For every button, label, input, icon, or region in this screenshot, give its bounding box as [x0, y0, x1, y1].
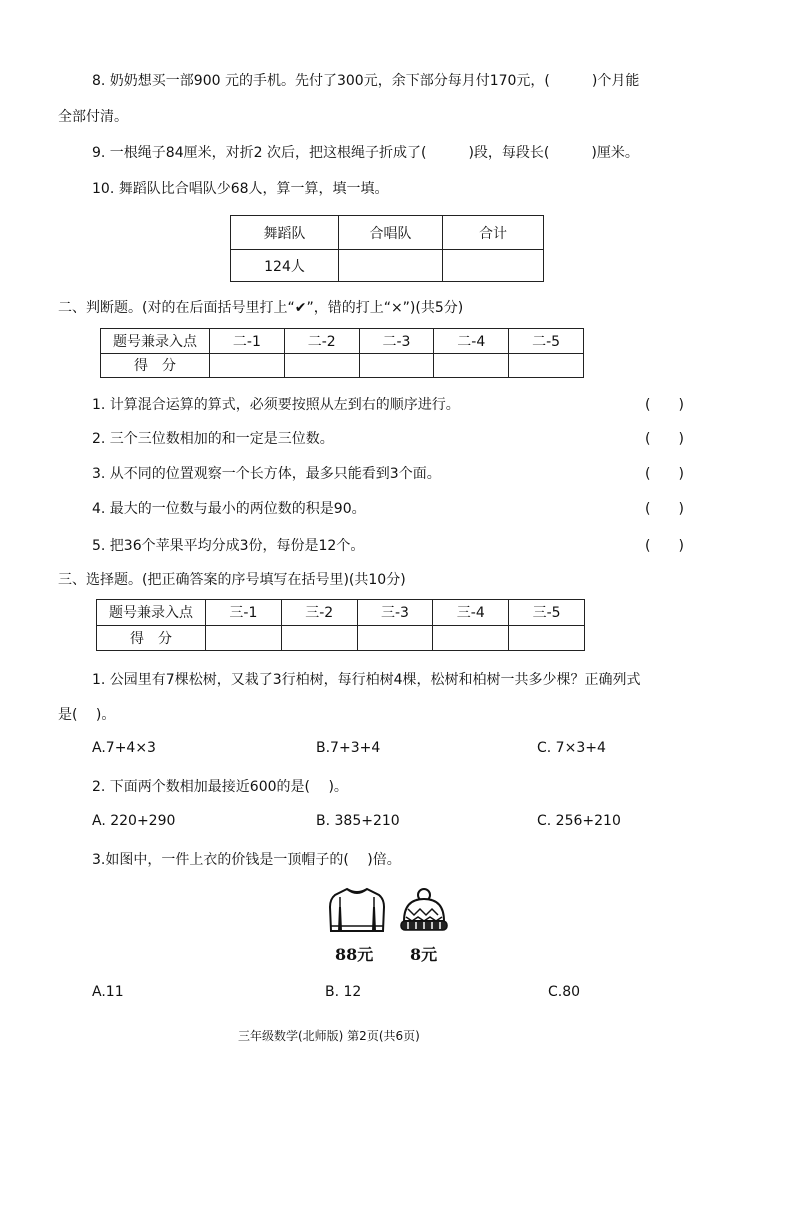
judge-answer-paren[interactable]: ( ) — [645, 431, 684, 447]
choice-q2: 2. 下面两个数相加最接近600的是( )。 — [92, 779, 348, 795]
page-footer: 三年级数学(北师版) 第2页(共6页) — [238, 1029, 420, 1043]
judge-answer-paren[interactable]: ( ) — [645, 466, 684, 482]
q10-table — [230, 215, 544, 282]
choice-score-label: 得 分 — [97, 625, 206, 651]
choice-score-cell[interactable] — [357, 625, 433, 651]
q10-header-total: 合计 — [443, 216, 544, 250]
choice-score-cell[interactable] — [433, 625, 509, 651]
choice-q1-line2: 是( )。 — [58, 707, 116, 723]
choice-score-header-label: 题号兼录入点 — [97, 600, 206, 626]
choice-score-item: 三-2 — [281, 600, 357, 626]
judge-score-header-label: 题号兼录入点 — [101, 329, 210, 354]
q10: 10. 舞蹈队比合唱队少68人，算一算，填一填。 — [92, 181, 389, 197]
judge-score-cell[interactable] — [434, 353, 509, 378]
choice-q3-option-a[interactable]: A.11 — [92, 984, 124, 1000]
judge-question-1: 1. 计算混合运算的算式，必须要按照从左到右的顺序进行。 — [92, 397, 460, 413]
judge-score-table — [100, 328, 584, 378]
q10-cell-choir[interactable] — [339, 250, 443, 282]
judge-score-item: 二-2 — [284, 329, 359, 354]
judge-question-2: 2. 三个三位数相加的和一定是三位数。 — [92, 431, 334, 447]
choice-score-item: 三-3 — [357, 600, 433, 626]
choice-q1-line1: 1. 公园里有7棵松树，又栽了3行柏树，每行柏树4棵，松树和柏树一共多少棵？正确列式 — [92, 672, 641, 688]
judge-score-item: 二-1 — [210, 329, 285, 354]
choice-score-item: 三-4 — [433, 600, 509, 626]
choice-q3-option-c[interactable]: C.80 — [548, 984, 581, 1000]
choice-q3: 3.如图中，一件上衣的价钱是一顶帽子的( )倍。 — [92, 852, 401, 868]
judge-answer-paren[interactable]: ( ) — [645, 397, 684, 413]
sweater-price: 88元 — [335, 945, 374, 964]
judge-answer-paren[interactable]: ( ) — [645, 501, 684, 517]
judge-score-cell[interactable] — [509, 353, 584, 378]
choice-score-item: 三-5 — [509, 600, 585, 626]
choice-q1-option-c[interactable]: C. 7×3+4 — [537, 740, 606, 756]
judge-score-cell[interactable] — [284, 353, 359, 378]
judge-question-4: 4. 最大的一位数与最小的两位数的积是90。 — [92, 501, 366, 517]
judge-heading: 二、判断题。(对的在后面括号里打上“✔”，错的打上“×”)(共5分) — [58, 300, 464, 316]
choice-score-table — [96, 599, 585, 651]
q8-line2: 全部付清。 — [58, 109, 128, 125]
judge-score-item: 二-3 — [359, 329, 434, 354]
q10-header-dance: 舞蹈队 — [231, 216, 339, 250]
choice-score-cell[interactable] — [509, 625, 585, 651]
judge-question-3: 3. 从不同的位置观察一个长方体，最多只能看到3个面。 — [92, 466, 441, 482]
choice-q1-option-a[interactable]: A.7+4×3 — [92, 740, 156, 756]
q9: 9. 一根绳子84厘米，对折2 次后，把这根绳子折成了( )段，每段长( )厘米。 — [92, 145, 639, 161]
judge-score-item: 二-5 — [509, 329, 584, 354]
choice-q1-option-b[interactable]: B.7+3+4 — [316, 740, 381, 756]
choice-q2-option-b[interactable]: B. 385+210 — [316, 813, 400, 829]
q10-cell-dance: 124人 — [231, 250, 339, 282]
q10-cell-total[interactable] — [443, 250, 544, 282]
q10-header-choir: 合唱队 — [339, 216, 443, 250]
judge-score-item: 二-4 — [434, 329, 509, 354]
choice-score-cell[interactable] — [281, 625, 357, 651]
judge-question-5: 5. 把36个苹果平均分成3份，每份是12个。 — [92, 538, 365, 554]
judge-answer-paren[interactable]: ( ) — [645, 538, 684, 554]
choice-q3-option-b[interactable]: B. 12 — [325, 984, 362, 1000]
hat-price: 8元 — [410, 945, 438, 964]
choice-heading: 三、选择题。(把正确答案的序号填写在括号里)(共10分) — [58, 572, 406, 588]
choice-q2-option-c[interactable]: C. 256+210 — [537, 813, 621, 829]
q8-line1: 8. 奶奶想买一部900 元的手机。先付了300元，余下部分每月付170元，( )个月能 — [92, 73, 640, 89]
knit-hat-icon — [398, 887, 450, 935]
choice-score-item: 三-1 — [206, 600, 282, 626]
judge-score-cell[interactable] — [210, 353, 285, 378]
choice-q2-option-a[interactable]: A. 220+290 — [92, 813, 176, 829]
choice-score-cell[interactable] — [206, 625, 282, 651]
judge-score-cell[interactable] — [359, 353, 434, 378]
sweater-icon — [327, 885, 387, 937]
judge-score-label: 得 分 — [101, 353, 210, 378]
